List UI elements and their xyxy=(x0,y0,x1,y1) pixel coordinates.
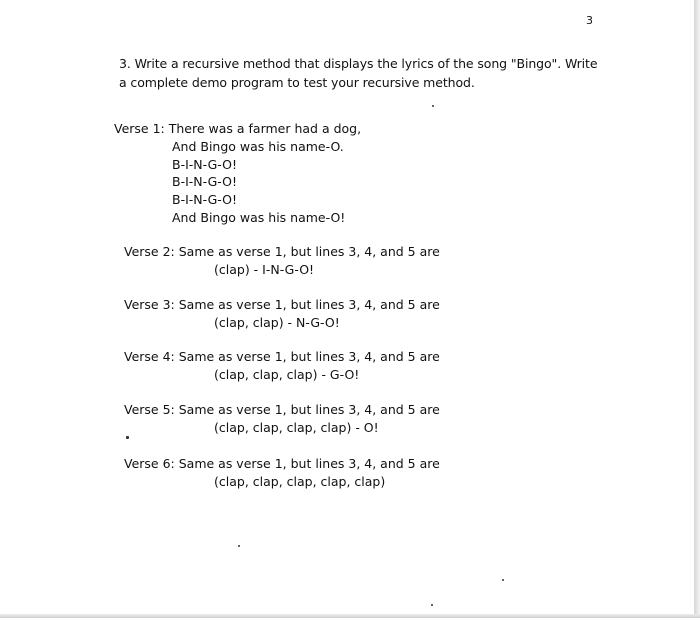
verse-heading: Verse 4: Same as verse 1, but lines 3, 4, and 5 are xyxy=(124,349,440,364)
scan-speck xyxy=(431,604,433,606)
verse-4 xyxy=(124,348,440,384)
verse-detail: (clap, clap, clap, clap) - O! xyxy=(214,420,379,435)
scan-speck xyxy=(502,579,504,581)
verse-heading: Verse 1: There was a farmer had a dog, xyxy=(114,121,362,136)
verse-heading: Verse 2: Same as verse 1, but lines 3, 4, and 5 are xyxy=(124,244,440,259)
question-text xyxy=(119,54,609,92)
verse-6 xyxy=(124,455,440,491)
verse-line: B-I-N-G-O! xyxy=(172,156,237,172)
scan-speck xyxy=(126,436,129,439)
verse-5 xyxy=(124,401,440,437)
verse-detail: (clap, clap) - N-G-O! xyxy=(214,315,340,330)
verse-heading: Verse 6: Same as verse 1, but lines 3, 4, and 5 are xyxy=(124,456,440,471)
verse-heading: Verse 3: Same as verse 1, but lines 3, 4, and 5 are xyxy=(124,297,440,312)
question-line: a complete demo program to test your recursive method. xyxy=(119,75,475,90)
verse-heading: Verse 5: Same as verse 1, but lines 3, 4, and 5 are xyxy=(124,402,440,417)
scan-speck xyxy=(432,105,434,107)
verse-1 xyxy=(114,120,361,227)
scan-speck xyxy=(238,545,240,547)
page-bottom-shadow xyxy=(0,614,700,618)
verse-line: B-I-N-G-O! xyxy=(172,192,237,208)
verse-3 xyxy=(124,296,440,332)
verse-2 xyxy=(124,243,440,279)
verse-line: And Bingo was his name-O. xyxy=(172,138,344,154)
page-number: 3 xyxy=(586,14,593,27)
verse-line: B-I-N-G-O! xyxy=(172,174,237,190)
question-line: 3. Write a recursive method that displays the lyrics of the song "Bingo". Write xyxy=(119,56,598,71)
verse-detail: (clap, clap, clap) - G-O! xyxy=(214,367,360,382)
verse-detail: (clap, clap, clap, clap, clap) xyxy=(214,474,386,489)
page-edge-shadow xyxy=(694,0,700,618)
verse-line: And Bingo was his name-O! xyxy=(172,209,346,225)
verse-detail: (clap) - I-N-G-O! xyxy=(214,262,315,277)
